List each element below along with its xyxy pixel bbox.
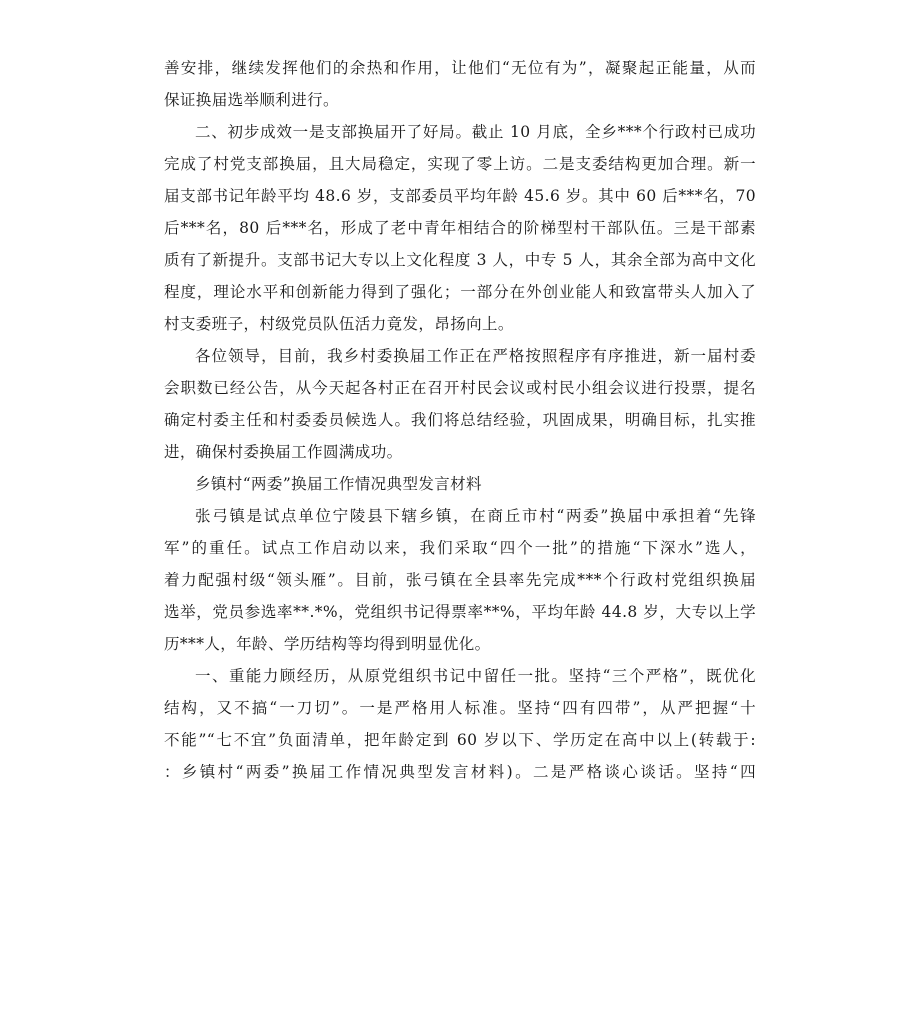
- paragraph-line: ：乡镇村“两委”换届工作情况典型发言材料)。二是严格谈心谈话。坚持“四: [164, 763, 756, 781]
- paragraph-first-line: 一、重能力顾经历，从原党组织书记中留任一批。坚持“三个严格”，既优化: [195, 667, 756, 685]
- paragraph-line: 确定村委主任和村委委员候选人。我们将总结经验，巩固成果，明确目标，扎实推: [164, 411, 756, 429]
- paragraph-line: 届支部书记年龄平均 48.6 岁，支部委员平均年龄 45.6 岁。其中 60 后***名，70: [164, 187, 756, 205]
- paragraph-line: 保证换届选举顺利进行。: [164, 91, 339, 109]
- paragraph-line: 选举，党员参选率**.*%，党组织书记得票率**%，平均年龄 44.8 岁，大专以上学: [164, 603, 756, 621]
- paragraph-line: 历***人，年龄、学历结构等均得到明显优化。: [164, 635, 491, 653]
- paragraph-line: 着力配强村级“领头雁”。目前，张弓镇在全县率先完成***个行政村党组织换届: [164, 571, 756, 589]
- paragraph-line: 质有了新提升。支部书记大专以上文化程度 3 人，中专 5 人，其余全部为高中文化: [164, 251, 756, 269]
- paragraph-first-line: 张弓镇是试点单位宁陵县下辖乡镇，在商丘市村“两委”换届中承担着“先锋: [195, 507, 756, 525]
- paragraph-first-line: 各位领导，目前，我乡村委换届工作正在严格按照程序有序推进，新一届村委: [195, 347, 756, 365]
- paragraph-line: 程度，理论水平和创新能力得到了强化；一部分在外创业能人和致富带头人加入了: [164, 283, 756, 301]
- section-title: 乡镇村“两委”换届工作情况典型发言材料: [195, 475, 482, 493]
- paragraph-first-line: 二、初步成效一是支部换届开了好局。截止 10 月底，全乡***个行政村已成功: [195, 123, 756, 141]
- paragraph-line: 善安排，继续发挥他们的余热和作用，让他们“无位有为”，凝聚起正能量，从而: [164, 59, 756, 77]
- paragraph-line: 结构，又不搞“一刀切”。一是严格用人标准。坚持“四有四带”，从严把握“十: [164, 699, 756, 717]
- paragraph-line: 后***名，80 后***名，形成了老中青年相结合的阶梯型村干部队伍。三是干部素: [164, 219, 756, 237]
- paragraph-line: 村支委班子，村级党员队伍活力竟发，昂扬向上。: [164, 315, 514, 333]
- paragraph-line: 不能”“七不宜”负面清单，把年龄定到 60 岁以下、学历定在高中以上(转载于:: [164, 731, 756, 749]
- paragraph-line: 进，确保村委换届工作圆满成功。: [164, 443, 403, 461]
- paragraph-line: 完成了村党支部换届，且大局稳定，实现了零上访。二是支委结构更加合理。新一: [164, 155, 756, 173]
- paragraph-line: 会职数已经公告，从今天起各村正在召开村民会议或村民小组会议进行投票，提名: [164, 379, 756, 397]
- paragraph-line: 军”的重任。试点工作启动以来，我们采取“四个一批”的措施“下深水”选人，: [164, 539, 756, 557]
